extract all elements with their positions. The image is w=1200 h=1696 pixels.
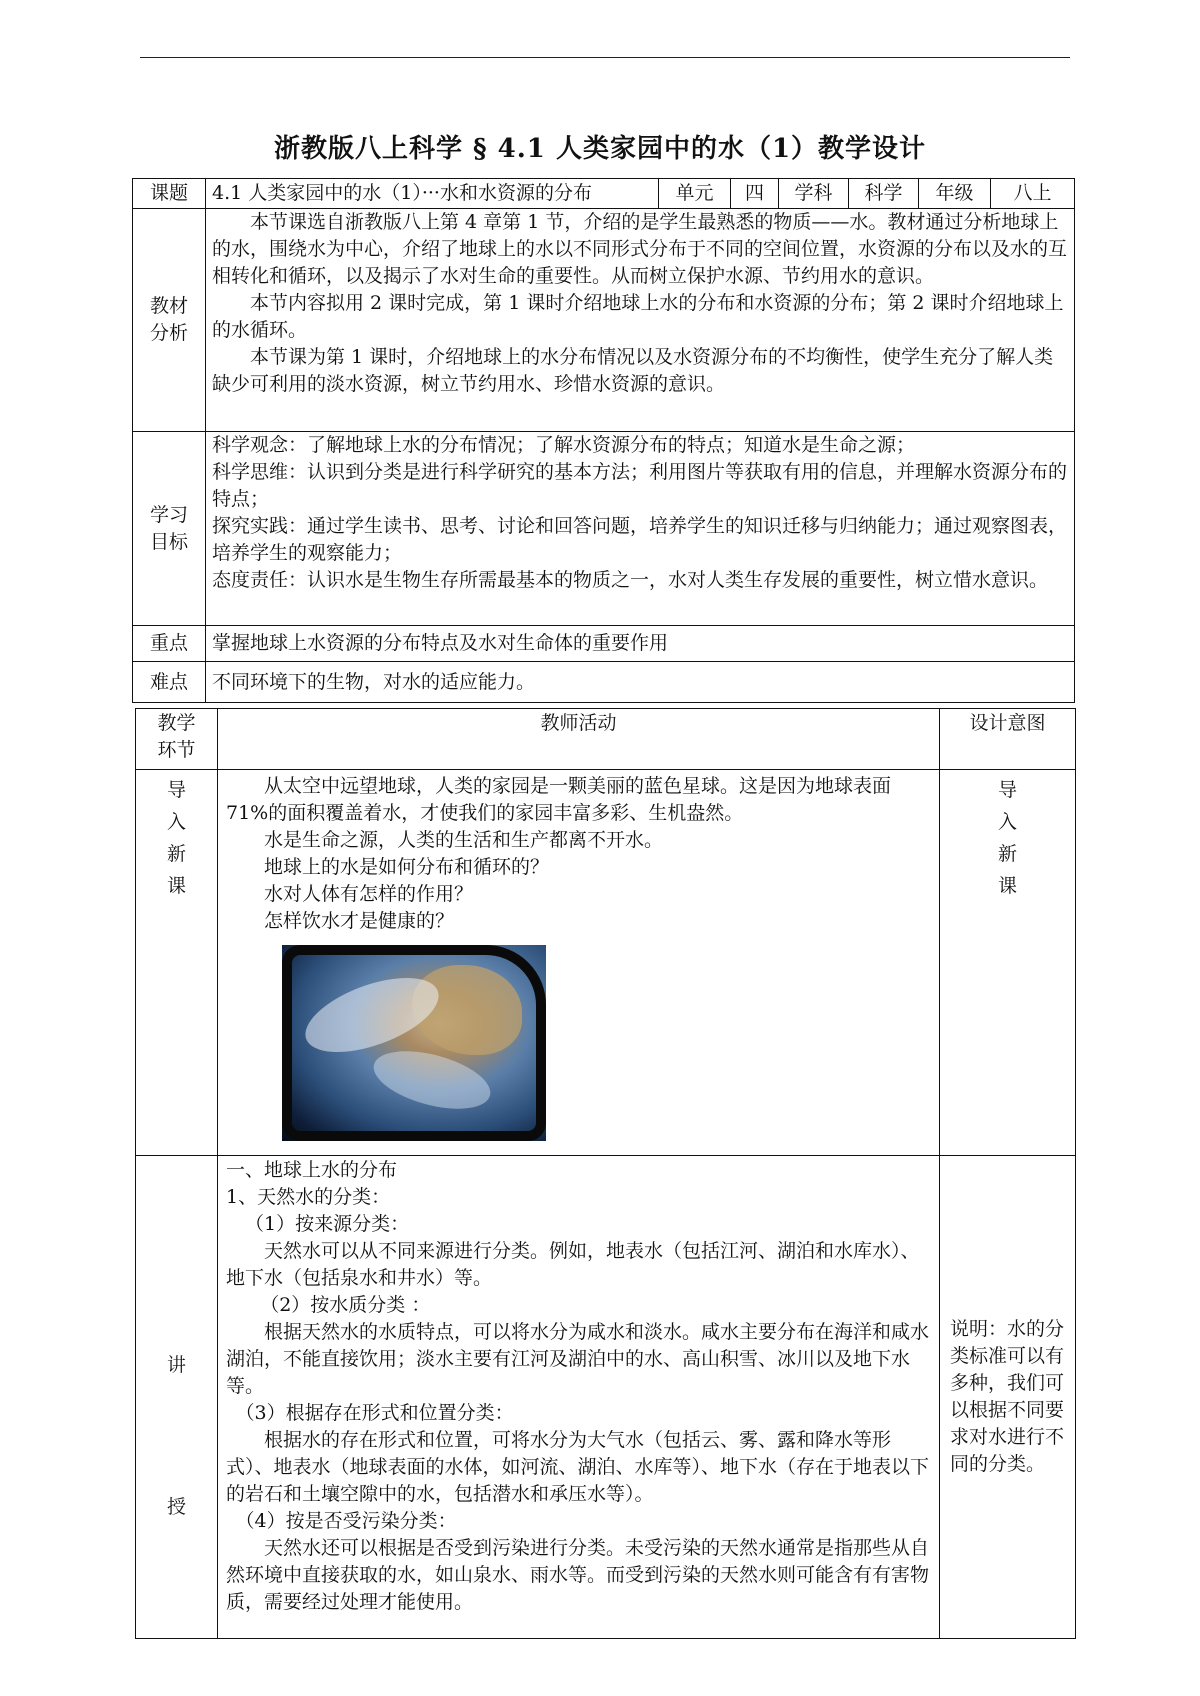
classify-text: 天然水还可以根据是否受到污染进行分类。未受污染的天然水通常是指那些从自然环境中直接获取的水，如山泉水、雨水等。而受到污染的天然水则可能含有有害物质，需要经过处理才能使用。 [226,1537,930,1613]
intro-line: 水对人体有怎样的作用？ [264,883,474,905]
process-header-row [136,709,1076,770]
course-value: 4.1 人类家园中的水（1）···水和水资源的分布 [206,179,659,209]
page-title: 浙教版八上科学 § 4.1 人类家园中的水（1）教学设计 [273,134,927,164]
header-row [133,179,1075,209]
earth-from-space-image [282,945,546,1141]
lecture-heading: 一、地球上水的分布 [226,1159,398,1181]
grade-label: 年级 [919,179,991,209]
intro-activity [218,770,940,1156]
difficulty-label: 难点 [133,662,206,703]
difficulty-value: 不同环境下的生物，对水的适应能力。 [206,662,1075,703]
lecture-activity [218,1156,940,1639]
objectives-label: 学习目标 [133,432,206,626]
subject-value: 科学 [849,179,919,209]
analysis-paragraph: 本节课为第 1 课时，介绍地球上的水分布情况以及水资源分布的不均衡性，使学生充分了解人类缺少可利用的淡水资源，树立节约用水、珍惜水资源的意识。 [212,346,1054,395]
objective-item: 态度责任：认识水是生物生存所需最基本的物质之一，水对人类生存发展的重要性，树立惜水意识。 [212,569,1049,591]
classify-text: 天然水可以从不同来源进行分类。例如，地表水（包括江河、湖泊和水库水）、地下水（包括泉水和井水）等。 [226,1240,920,1289]
course-label: 课题 [133,179,206,209]
lecture-stage: 讲 授 [136,1156,218,1639]
header-rule [140,57,1070,58]
unit-label: 单元 [659,179,731,209]
overview-table [132,178,1075,703]
objectives-row [133,432,1075,626]
intro-stage: 导 入 新 课 [136,770,218,1156]
lecture-intent: 说明：水的分类标准可以有多种，我们可以根据不同要求对水进行不同的分类。 [940,1156,1076,1639]
classify-text: 根据天然水的水质特点，可以将水分为咸水和淡水。咸水主要分布在海洋和咸水湖泊，不能直接饮用；淡水主要有江河及湖泊中的水、高山积雪、冰川以及地下水等。 [226,1321,930,1397]
unit-value: 四 [731,179,779,209]
intro-row [136,770,1076,1156]
grade-value: 八上 [991,179,1075,209]
objectives-content [206,432,1075,626]
analysis-paragraph: 本节内容拟用 2 课时完成，第 1 课时介绍地球上水的分布和水资源的分布；第 2 课时介绍地球上的水循环。 [212,292,1064,341]
key-point-value: 掌握地球上水资源的分布特点及水对生命体的重要作用 [206,626,1075,662]
teaching-process-table [135,708,1076,1639]
analysis-row [133,209,1075,432]
subject-label: 学科 [779,179,849,209]
intro-line: 水是生命之源，人类的生活和生产都离不开水。 [264,829,664,851]
key-point-label: 重点 [133,626,206,662]
classify-title: （3）根据存在形式和位置分类： [235,1402,514,1424]
intro-line: 怎样饮水才是健康的？ [264,910,455,932]
lecture-subheading: 1、天然水的分类： [226,1186,391,1208]
stage-header: 教学环节 [136,709,218,770]
intro-intent: 导 入 新 课 [940,770,1076,1156]
analysis-label: 教材分析 [133,209,206,432]
classify-title: （2）按水质分类 ： [260,1294,431,1316]
difficulty-row [133,662,1075,703]
analysis-paragraph: 本节课选自浙教版八上第 4 章第 1 节，介绍的是学生最熟悉的物质——水。教材通过分析地球上的水，围绕水为中心，介绍了地球上的水以不同形式分布于不同的空间位置，水资源的分布以及水的互相转化和循环，以及揭示了水对生命的重要性。从而树立保护水源、节约用水的意识。 [212,211,1068,287]
lecture-row [136,1156,1076,1639]
classify-text: 根据水的存在形式和位置，可将水分为大气水（包括云、雾、露和降水等形式）、地表水（地球表面的水体，如河流、湖泊、水库等）、地下水（存在于地表以下的岩石和土壤空隙中的水，包括潜水和承压水等）。 [226,1429,930,1505]
objective-item: 探究实践：通过学生读书、思考、讨论和回答问题，培养学生的知识迁移与归纳能力；通过观察图表，培养学生的观察能力； [212,515,1068,564]
intro-line: 从太空中远望地球，人类的家园是一颗美丽的蓝色星球。这是因为地球表面 71%的面积覆盖着水，才使我们的家园丰富多彩、生机盎然。 [226,775,892,824]
intro-line: 地球上的水是如何分布和循环的？ [264,856,550,878]
classify-title: （1）按来源分类： [245,1213,410,1235]
objective-item: 科学观念：了解地球上水的分布情况；了解水资源分布的特点；知道水是生命之源； [212,434,916,456]
intent-header: 设计意图 [940,709,1076,770]
key-point-row [133,626,1075,662]
activity-header: 教师活动 [218,709,940,770]
analysis-content [206,209,1075,432]
classify-title: （4）按是否受污染分类： [235,1510,457,1532]
objective-item: 科学思维：认识到分类是进行科学研究的基本方法；利用图片等获取有用的信息，并理解水资源分布的特点； [212,461,1068,510]
